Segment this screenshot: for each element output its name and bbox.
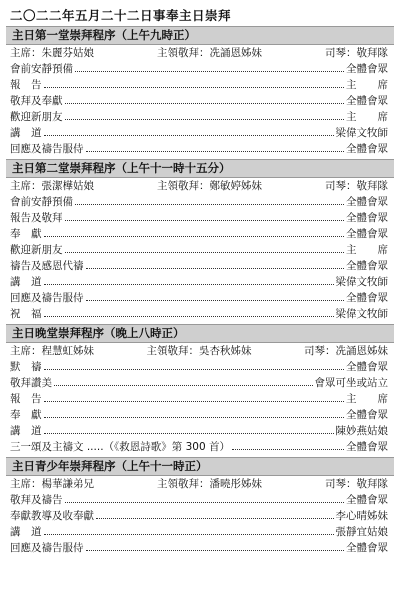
role-chair: 主席：楊華謙弟兄 — [10, 478, 94, 490]
program-person: 全體會眾 — [346, 409, 388, 421]
program-person: 全體會眾 — [346, 212, 388, 224]
program-person: 全體會眾 — [346, 63, 388, 75]
program-row — [6, 375, 394, 391]
program-row — [6, 274, 394, 290]
program-row — [6, 125, 394, 141]
program-row — [6, 141, 394, 157]
dot-leader — [65, 110, 345, 120]
roles-line — [6, 343, 394, 359]
program-person: 陳妙燕姑娘 — [335, 425, 388, 437]
program-person: 梁偉文牧師 — [335, 127, 388, 139]
service-section — [6, 159, 394, 322]
service-section — [6, 457, 394, 556]
service-section — [6, 324, 394, 455]
program-item: 歡迎新朋友 — [10, 244, 63, 256]
dot-leader — [44, 424, 334, 434]
program-person: 全體會眾 — [346, 228, 388, 240]
dot-leader — [65, 493, 345, 503]
program-item: 三一頌及主禱文 .....（《救恩詩歌》第 300 首） — [10, 441, 230, 453]
program-person: 全體會眾 — [346, 292, 388, 304]
program-item: 報 告 — [10, 393, 42, 405]
dot-leader — [44, 525, 334, 535]
dot-leader — [86, 291, 345, 301]
section-heading: 主日第一堂崇拜程序（上午九時正） — [6, 26, 394, 45]
program-person: 張靜宜姑娘 — [335, 526, 388, 538]
program-row — [6, 306, 394, 322]
program-item: 默 禱 — [10, 361, 42, 373]
program-person: 會眾可坐或站立 — [314, 377, 388, 389]
section-heading: 主日晚堂崇拜程序（晚上八時正） — [6, 324, 394, 343]
program-person: 全體會眾 — [346, 361, 388, 373]
program-person: 李心晴姊妹 — [335, 510, 388, 522]
program-person: 主 席 — [346, 111, 388, 123]
roles-line — [6, 476, 394, 492]
program-item: 敬拜讚美 — [10, 377, 52, 389]
program-row — [6, 508, 394, 524]
dot-leader — [44, 126, 334, 136]
program-person: 梁偉文牧師 — [335, 276, 388, 288]
dot-leader — [44, 78, 345, 88]
dot-leader — [86, 259, 345, 269]
dot-leader — [65, 243, 345, 253]
program-item: 講 道 — [10, 425, 42, 437]
dot-leader — [44, 275, 334, 285]
program-person: 全體會眾 — [346, 542, 388, 554]
program-item: 奉 獻 — [10, 228, 42, 240]
program-row — [6, 407, 394, 423]
roles-line — [6, 178, 394, 194]
program-item: 禱告及感恩代禱 — [10, 260, 84, 272]
role-leader: 主領敬拜：冼誦恩姊妹 — [157, 47, 262, 59]
program-row — [6, 492, 394, 508]
role-leader: 主領敬拜：鄭敏婷姊妹 — [157, 180, 262, 192]
section-heading: 主日第二堂崇拜程序（上午十一時十五分） — [6, 159, 394, 178]
roles-line — [6, 45, 394, 61]
program-row — [6, 210, 394, 226]
program-item: 敬拜及禱告 — [10, 494, 63, 506]
dot-leader — [44, 360, 345, 370]
program-person: 全體會眾 — [346, 143, 388, 155]
program-row — [6, 540, 394, 556]
program-item: 講 道 — [10, 127, 42, 139]
dot-leader — [86, 142, 345, 152]
dot-leader — [75, 62, 344, 72]
page-title: 二〇二二年五月二十二日事奉主日崇拜 — [10, 8, 232, 23]
role-organ: 司琴：敬拜隊 — [325, 478, 388, 490]
program-item: 祝 福 — [10, 308, 42, 320]
program-row — [6, 391, 394, 407]
role-chair: 主席：程慧虹姊妹 — [10, 345, 94, 357]
program-row — [6, 359, 394, 375]
role-organ: 司琴：冼誦恩姊妹 — [304, 345, 388, 357]
dot-leader — [86, 541, 345, 551]
program-person: 全體會眾 — [346, 95, 388, 107]
program-row — [6, 61, 394, 77]
role-leader: 主領敬拜：潘曉彤姊妹 — [157, 478, 262, 490]
dot-leader — [65, 94, 345, 104]
program-row — [6, 423, 394, 439]
program-person: 全體會眾 — [346, 196, 388, 208]
program-person: 主 席 — [346, 393, 388, 405]
program-person: 全體會眾 — [346, 441, 388, 453]
program-item: 回應及禱告服侍 — [10, 143, 84, 155]
program-person: 主 席 — [346, 244, 388, 256]
program-row — [6, 290, 394, 306]
program-row — [6, 77, 394, 93]
sections-container — [6, 26, 394, 556]
program-item: 敬拜及奉獻 — [10, 95, 63, 107]
role-organ: 司琴：敬拜隊 — [325, 180, 388, 192]
dot-leader — [44, 408, 345, 418]
program-row — [6, 439, 394, 455]
role-chair: 主席：朱麗芬姑娘 — [10, 47, 94, 59]
program-person: 梁偉文牧師 — [335, 308, 388, 320]
program-person: 全體會眾 — [346, 494, 388, 506]
dot-leader — [44, 227, 345, 237]
dot-leader — [96, 509, 334, 519]
dot-leader — [75, 195, 344, 205]
program-item: 歡迎新朋友 — [10, 111, 63, 123]
program-person: 全體會眾 — [346, 260, 388, 272]
program-item: 回應及禱告服侍 — [10, 542, 84, 554]
program-row — [6, 109, 394, 125]
program-item: 回應及禱告服侍 — [10, 292, 84, 304]
program-item: 奉獻教導及收奉獻 — [10, 510, 94, 522]
program-item: 奉 獻 — [10, 409, 42, 421]
role-chair: 主席：張潔樺姑娘 — [10, 180, 94, 192]
program-row — [6, 93, 394, 109]
dot-leader — [44, 392, 345, 402]
program-row — [6, 524, 394, 540]
program-row — [6, 242, 394, 258]
program-row — [6, 194, 394, 210]
program-item: 講 道 — [10, 526, 42, 538]
program-row — [6, 258, 394, 274]
dot-leader — [232, 440, 344, 450]
dot-leader — [44, 307, 334, 317]
program-person: 主 席 — [346, 79, 388, 91]
service-section — [6, 26, 394, 157]
dot-leader — [65, 211, 345, 221]
program-item: 報告及敬拜 — [10, 212, 63, 224]
role-leader: 主領敬拜：吳杏秋姊妹 — [146, 345, 252, 357]
program-item: 會前安靜預備 — [10, 196, 73, 208]
program-row — [6, 226, 394, 242]
dot-leader — [54, 376, 313, 386]
program-item: 報 告 — [10, 79, 42, 91]
program-item: 會前安靜預備 — [10, 63, 73, 75]
role-organ: 司琴：敬拜隊 — [325, 47, 388, 59]
section-heading: 主日青少年崇拜程序（上午十一時正） — [6, 457, 394, 476]
program-item: 講 道 — [10, 276, 42, 288]
